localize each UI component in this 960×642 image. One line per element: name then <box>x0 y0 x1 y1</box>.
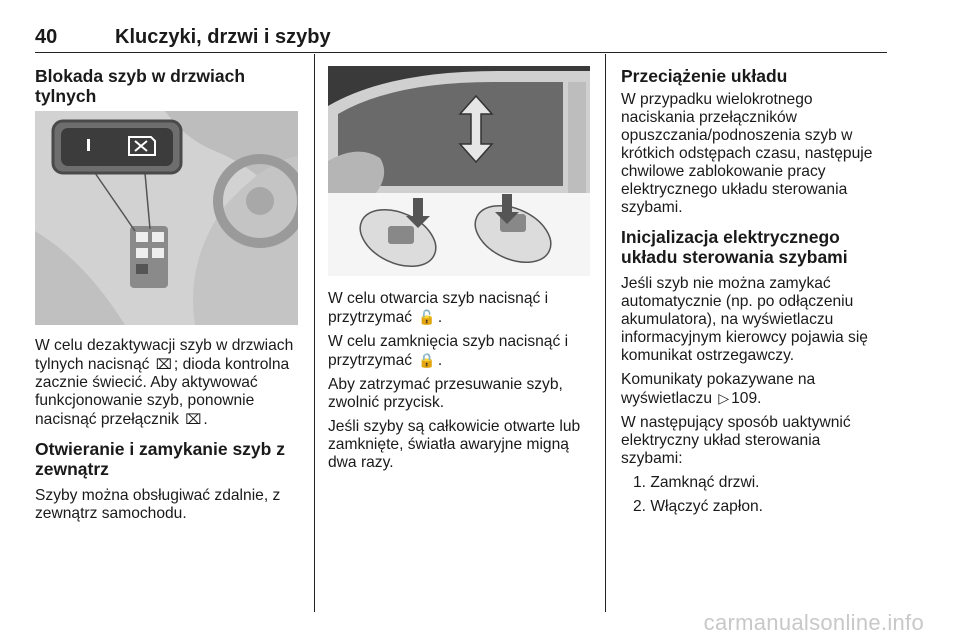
step-close-doors: 1. Zamknąć drzwi. <box>633 474 760 491</box>
column-middle <box>328 66 592 478</box>
paragraph-display-messages: Komunikaty pokazywane na wyświetlaczu ▷ 109. <box>621 371 816 407</box>
paragraph-open-windows: W celu otwarcia szyb nacisnąć i przytrzymać 🔓 . <box>328 290 549 326</box>
door-panel-illustration <box>35 111 298 325</box>
header-divider <box>35 52 887 53</box>
section-heading-remote-operation: Otwieranie i zamykanie szyb z zewnątrz <box>35 439 285 479</box>
step-ignition-on: 2. Włączyć zapłon. <box>633 498 763 515</box>
paragraph-close-windows: W celu zamknięcia szyb nacisnąć i przytrzymać 🔒 . <box>328 333 569 369</box>
page-header <box>35 26 887 52</box>
section-heading-overload: Przeciążenie układu <box>621 66 788 86</box>
paragraph-stop-windows: Aby zatrzymać przesuwanie szyb, zwolnić przycisk. <box>328 376 563 411</box>
paragraph-hazard-lights: Jeśli szyby są całkowicie otwarte lub zamknięte, światła awaryjne migną dwa razy. <box>328 418 581 471</box>
paragraph-activation-steps: W następujący sposób uaktywnić elektryczny układ sterowania szybami: <box>621 414 851 467</box>
section-heading-initialization: Inicjalizacja elektrycznego układu sterowania szybami <box>621 227 848 267</box>
window-and-keys-illustration <box>328 66 590 276</box>
window-lock-icon: ⌧ <box>155 356 172 372</box>
paragraph-overload: W przypadku wielokrotnego naciskania przełączników opuszczania/podnoszenia szyb w krótkich odstępach czasu, następuje chwilowe zablokowanie pracy elektrycznego układu sterowania szybami. <box>621 91 873 216</box>
column-divider-1 <box>314 54 315 612</box>
page-reference: 109 <box>731 390 758 407</box>
watermark: carmanualsonline.info <box>703 610 924 635</box>
paragraph-remote-operation: Szyby można obsługiwać zdalnie, z zewnątrz samochodu. <box>35 487 281 522</box>
section-heading-rear-window-lock: Blokada szyb w drzwiach tylnych <box>35 66 246 106</box>
unlock-key-icon: 🔓 <box>418 309 436 325</box>
page-reference-arrow-icon: ▷ <box>718 390 730 406</box>
paragraph-deactivate-rear-windows: W celu dezaktywacji szyb w drzwiach tylnych nacisnąć ⌧ ; dioda kontrolna zacznie świecić. Aby aktywować funkcjonowanie szyb, ponownie nacisnąć przełącznik ⌧ . <box>35 337 294 428</box>
column-left <box>35 66 303 529</box>
column-right <box>621 66 889 522</box>
page-number: 40 <box>35 26 58 48</box>
chapter-title: Kluczyki, drzwi i szyby <box>115 26 331 48</box>
lock-key-icon: 🔒 <box>418 352 436 368</box>
column-divider-2 <box>605 54 606 612</box>
window-lock-icon: ⌧ <box>185 411 202 427</box>
paragraph-initialization: Jeśli szyb nie można zamykać automatycznie (np. po odłączeniu akumulatora), na wyświetlaczu informacyjnym kierowcy pojawia się komunikat ostrzegawczy. <box>621 275 868 364</box>
